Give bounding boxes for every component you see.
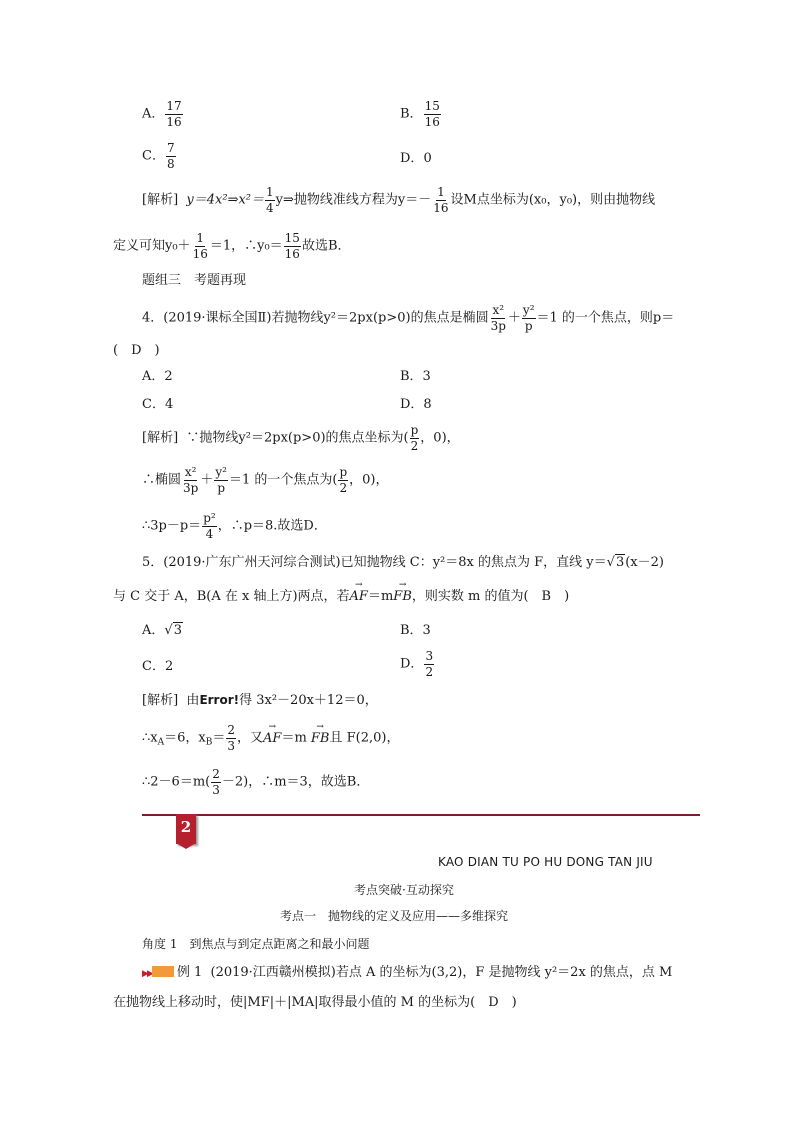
- q3-solution-line2: 定义可知y₀＋ $\frac{1}{16}$ ＝1，∴y₀＝ $\frac{15}{16}$ 故选B．: [113, 231, 351, 261]
- example-marker-icon: [152, 966, 174, 977]
- q4-stem: 4．(2019·课标全国Ⅱ)若抛物线y²＝2px(p>0)的焦点是椭圆 $\frac{\text{x²}}{3p}$ ＋ $\frac{\text{y²}}{p}$ ＝1 的一个焦点，则p＝: [142, 303, 675, 333]
- q5-solution-line3: ∴2－6＝m( $\frac{2}{3}$ －2)，∴m＝3，故选B．: [142, 767, 370, 797]
- q5-option-a: A．√3: [142, 623, 182, 638]
- q3-option-a: A． $\frac{17}{16}$: [142, 99, 182, 129]
- section-divider: [142, 814, 700, 816]
- section-subtitle: 考点一 抛物线的定义及应用——多维探究: [280, 909, 509, 923]
- q5-option-c: C．2: [142, 659, 174, 674]
- q5-stem-line2: 与 C 交于 A，B(A 在 x 轴上方)两点，若→ AF＝m→ FB，则实数 m 的值为( B ): [113, 590, 569, 603]
- section-title: 考点突破·互动探究: [354, 883, 454, 897]
- q4-option-a: A．2: [142, 369, 173, 384]
- q5-stem-line1: 5．(2019·广东广州天河综合测试)已知抛物线 C：y²＝8x 的焦点为 F，直线 y＝√3(x－2): [142, 555, 664, 570]
- angle-heading: 角度 1 到焦点与到定点距离之和最小问题: [142, 937, 370, 951]
- q5-option-b: B．3: [400, 623, 431, 638]
- section-number-badge: 2: [176, 814, 196, 844]
- example-1-line2: 在抛物线上移动时，使|MF|＋|MA|取得最小值的 M 的坐标为( D ): [113, 995, 517, 1010]
- group-heading: 题组三 考题再现: [142, 273, 247, 288]
- q5-solution-line1: [解析] 由Error!得 3x²－20x＋12＝0，: [142, 693, 378, 708]
- q3-option-d: D．0: [400, 151, 432, 166]
- example-1-line1: ▶▶ 例 1 (2019·江西赣州模拟)若点 A 的坐标为(3,2)，F 是抛物线 y²＝2x 的焦点，点 M: [142, 965, 673, 980]
- badge-tip: [176, 843, 196, 849]
- q5-solution-line2: $\therefore x_A=6$，$x_B=$ $\frac{2}{3}$ ，又→ AF＝m → FB且 F(2,0)，: [142, 724, 399, 752]
- q3-solution-line1: [解析] y＝4x²⇒x²＝ $\frac{1}{4}$ y⇒抛物线准线方程为y＝－ $\frac{1}{16}$ 设M点坐标为(x₀，y₀)，则由抛物线: [142, 185, 656, 215]
- q4-option-c: C．4: [142, 397, 174, 412]
- q4-option-b: B．3: [400, 369, 431, 384]
- section-pinyin: KAO DIAN TU PO HU DONG TAN JIU: [438, 855, 653, 869]
- q4-option-d: D．8: [400, 397, 432, 412]
- q4-solution-line3: ∴3p－p＝ $\frac{\text{p²}}{4}$ ，∴p＝8.故选D．: [142, 511, 327, 541]
- q5-option-d: D． $\frac{3}{2}$: [400, 649, 434, 679]
- q3-option-c: C． $\frac{7}{8}$: [142, 141, 175, 171]
- q3-option-b: B． $\frac{15}{16}$: [400, 99, 440, 129]
- q4-solution-line2: ∴椭圆 $\frac{\text{x²}}{3p}$ ＋ $\frac{\text{y²}}{p}$ ＝1 的一个焦点为( $\frac{p}{2}$ ，0)，: [142, 465, 389, 495]
- double-arrow-icon: ▶▶: [142, 969, 152, 979]
- q4-answer: ( D ): [113, 343, 160, 358]
- q4-solution-line1: [解析] ∵抛物线y²＝2px(p>0)的焦点坐标为( $\frac{p}{2}$ ，0)，: [142, 423, 460, 453]
